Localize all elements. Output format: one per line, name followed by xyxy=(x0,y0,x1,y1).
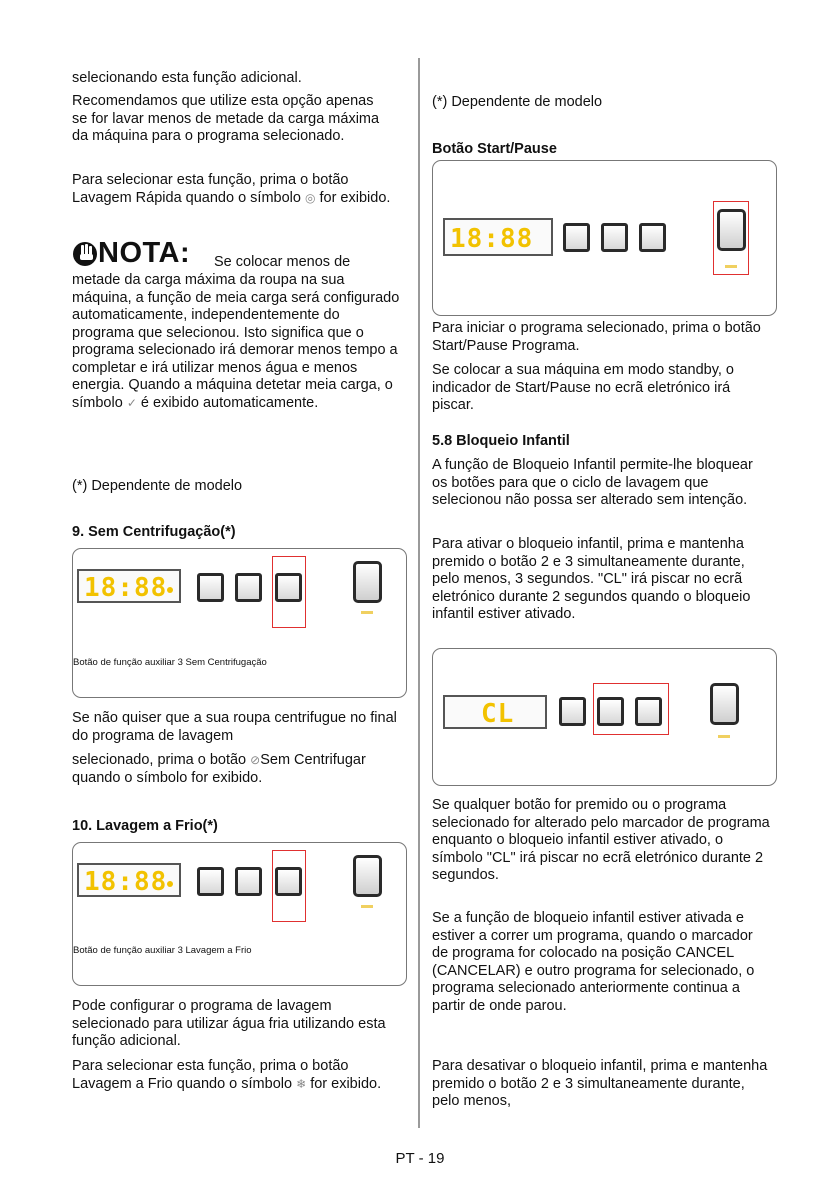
panel-caption: Botão de função auxiliar 3 Lavagem a Frio xyxy=(73,945,252,956)
start-paragraph-2: Se colocar a sua máquina em modo standby, o indicador de Start/Pause no ecrã eletrónico irá piscar. xyxy=(432,362,734,413)
hand-stop-icon xyxy=(72,238,98,268)
nota-text: metade da carga máxima da roupa na sua máquina, a função de meia carga será configurado automaticamente, independentemente do programa que selecionou. Isto significa que o programa selecionado irá demorar menos tempo a completar e irá utilizar menos água e menos energia. Quando a máquina detetar meia carga, o símbolo xyxy=(72,272,400,411)
aux-button-1[interactable] xyxy=(559,697,586,726)
start-paragraph-1: Para iniciar o programa selecionado, prima o botão Start/Pause Programa. xyxy=(432,320,761,354)
button-highlight xyxy=(272,850,306,922)
no-spin-text-end: Sem Centrifugar quando o símbolo for exibido. xyxy=(72,752,366,786)
aux-button-3[interactable] xyxy=(639,223,666,252)
section-5-8-paragraph-1: A função de Bloqueio Infantil permite-lhe bloquear os botões para que o ciclo de lavagem que selecionou não possa ser alterado sem intenção. xyxy=(432,457,753,508)
no-spin-symbol-icon: ⊘ xyxy=(250,753,261,767)
display-digits: 18:88 xyxy=(84,573,168,603)
left-intro-line: selecionando esta função adicional. xyxy=(72,70,302,86)
section-10-title: 10. Lavagem a Frio(*) xyxy=(72,818,218,834)
left-model-note: (*) Dependente de modelo xyxy=(72,478,243,494)
snowflake-icon: ❄ xyxy=(296,1076,307,1091)
section-5-8-paragraph-5: Para desativar o bloqueio infantil, prima e mantenha premido o botão 2 e 3 simultaneamente durante, pelo menos, xyxy=(432,1058,768,1109)
quick-wash-text-end: for exibido. xyxy=(319,189,391,206)
left-quick-wash-paragraph xyxy=(72,172,392,207)
display-digits: CL xyxy=(481,699,515,729)
display-digits: 18:88 xyxy=(84,867,168,897)
section-5-8-paragraph-4: Se a função de bloqueio infantil estiver ativada e estiver a correr um programa, quando o marcador de programa for colocado na posição CANCEL (CANCELAR) e outro programa for selecionado, o programa selecionado anteriormente continua a partir de onde parou. xyxy=(432,910,755,1014)
aux-button-2[interactable] xyxy=(235,573,262,602)
nota-paragraph xyxy=(72,272,402,412)
column-divider xyxy=(418,58,420,1128)
display-indicator-icon xyxy=(167,881,173,887)
section-10-paragraph-2 xyxy=(72,1058,402,1093)
quick-wash-symbol-icon: ◎ xyxy=(304,190,316,205)
control-panel-start-pause xyxy=(432,160,777,316)
half-load-symbol-icon: ✓ xyxy=(126,395,137,410)
start-pause-title: Botão Start/Pause xyxy=(432,141,557,157)
section-5-8-paragraph-3: Se qualquer botão for premido ou o programa selecionado for alterado pelo marcador de programa enquanto o bloqueio infantil estiver ativado, o símbolo "CL" irá piscar no ecrã eletrónico durante 2 segundos. xyxy=(432,797,770,883)
button-highlight xyxy=(272,556,306,628)
nota-text-first: Se colocar menos de xyxy=(214,254,351,270)
quick-wash-text: Para selecionar esta função, prima o botão Lavagem Rápida quando o símbolo xyxy=(72,172,349,206)
nota-heading: NOTA: xyxy=(98,237,191,269)
display-digits: 18:88 xyxy=(450,224,534,254)
display-indicator-icon xyxy=(167,587,173,593)
page-number: PT - 19 xyxy=(395,1150,445,1167)
start-led-indicator xyxy=(718,735,730,738)
display-screen xyxy=(77,569,181,603)
section-5-8-title: 5.8 Bloqueio Infantil xyxy=(432,433,570,449)
start-led-indicator xyxy=(725,265,737,268)
panel-caption: Botão de função auxiliar 3 Sem Centrifugação xyxy=(73,657,267,668)
start-pause-button[interactable] xyxy=(353,855,382,897)
left-recommend-paragraph: Recomendamos que utilize esta opção apenas se for lavar menos de metade da carga máxima da máquina para o programa selecionado. xyxy=(72,93,380,144)
start-led-indicator xyxy=(361,611,373,614)
section-5-8-paragraph-2: Para ativar o bloqueio infantil, prima e mantenha premido o botão 2 e 3 simultaneamente durante, pelo menos, 3 segundos. "CL" irá piscar no ecrã eletrónico durante 2 segundos quando o bloqueio infantil estiver ativado. xyxy=(432,536,751,622)
section-9-paragraph-2 xyxy=(72,752,402,787)
section-9-title: 9. Sem Centrifugação(*) xyxy=(72,524,236,540)
aux-button-1[interactable] xyxy=(197,867,224,896)
cold-wash-text: Para selecionar esta função, prima o botão Lavagem a Frio quando o símbolo xyxy=(72,1058,349,1092)
control-panel-cold-wash xyxy=(72,842,407,986)
control-panel-no-spin xyxy=(72,548,407,698)
start-pause-button[interactable] xyxy=(717,209,746,251)
right-model-note: (*) Dependente de modelo xyxy=(432,94,603,110)
aux-button-2[interactable] xyxy=(601,223,628,252)
display-screen xyxy=(443,218,553,256)
aux-button-1[interactable] xyxy=(563,223,590,252)
aux-button-1[interactable] xyxy=(197,573,224,602)
start-pause-button[interactable] xyxy=(710,683,739,725)
cold-wash-text-end: for exibido. xyxy=(310,1075,382,1092)
display-screen xyxy=(77,863,181,897)
control-panel-child-lock xyxy=(432,648,777,786)
aux-button-2[interactable] xyxy=(235,867,262,896)
start-pause-button[interactable] xyxy=(353,561,382,603)
nota-text-end: é exibido automaticamente. xyxy=(140,394,319,411)
section-10-paragraph-1: Pode configurar o programa de lavagem selecionado para utilizar água fria utilizando esta função adicional. xyxy=(72,998,386,1049)
start-led-indicator xyxy=(361,905,373,908)
no-spin-text: selecionado, prima o botão xyxy=(72,752,247,768)
display-screen xyxy=(443,695,547,729)
button-highlight xyxy=(593,683,669,735)
section-9-paragraph-1: Se não quiser que a sua roupa centrifugue no final do programa de lavagem xyxy=(72,710,397,744)
